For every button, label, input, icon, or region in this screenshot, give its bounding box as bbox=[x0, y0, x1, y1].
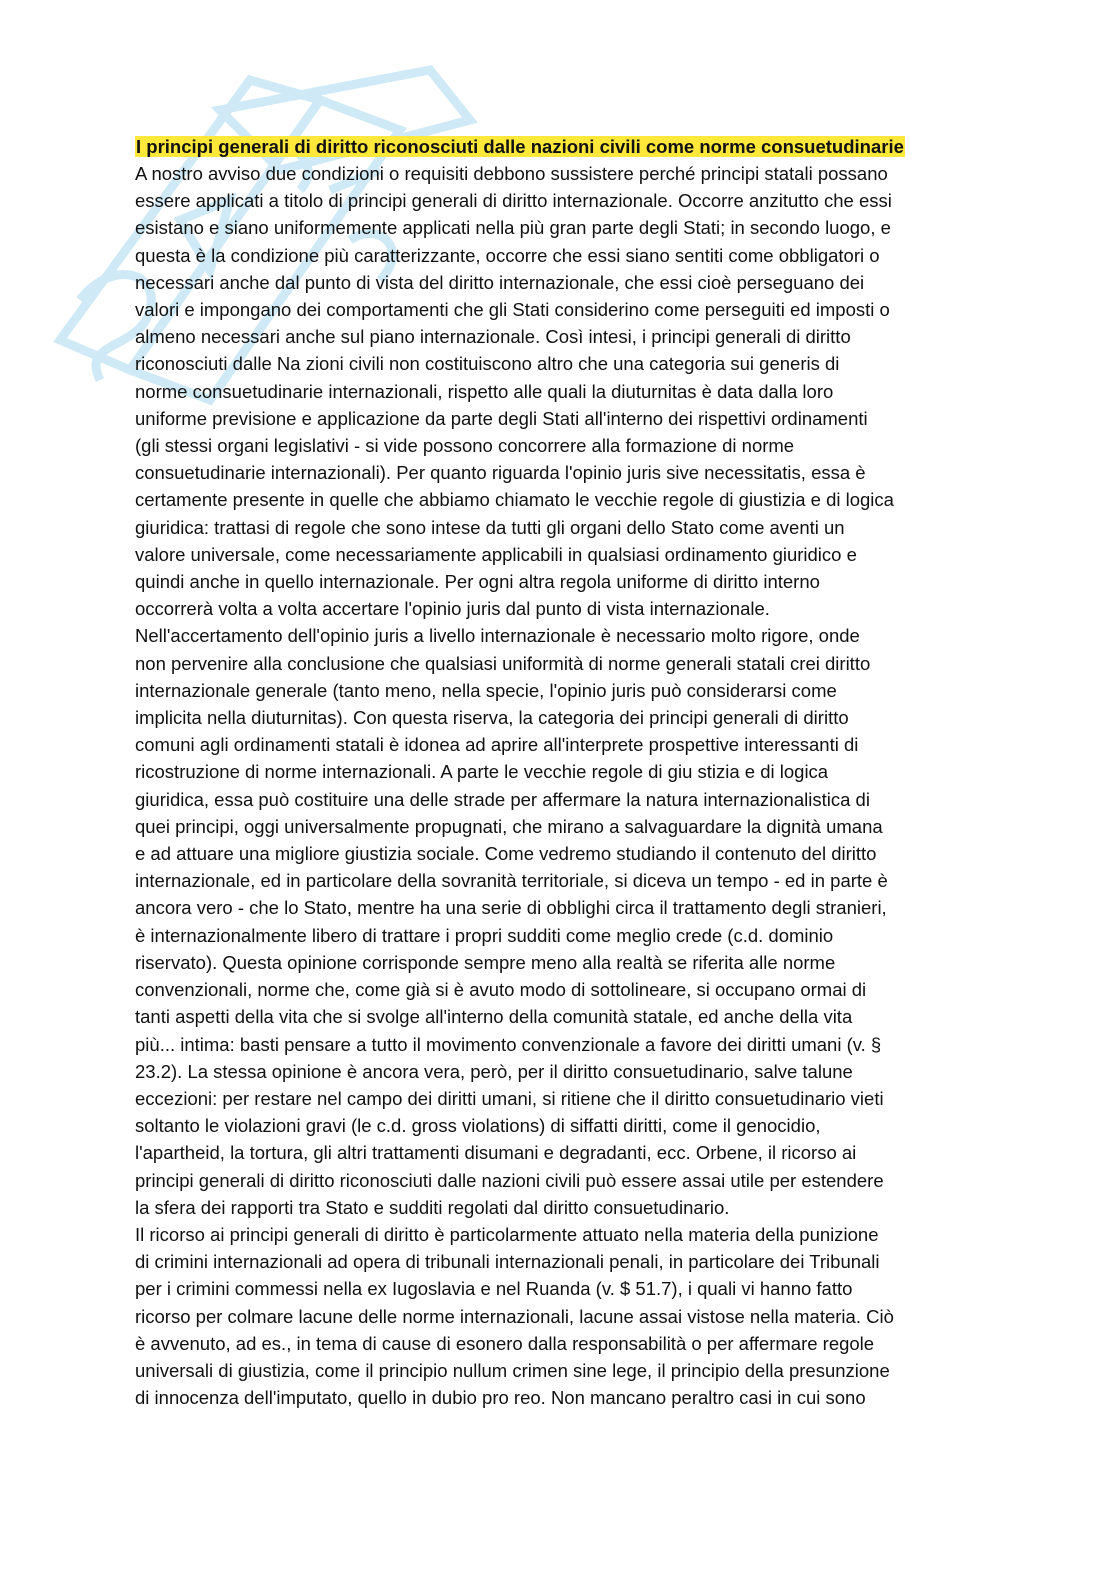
document-title bbox=[135, 134, 985, 160]
paragraph-2: Nell'accertamento dell'opinio juris a livello internazionale è necessario molto rigore, onde non pervenire alla conclusione che qualsiasi uniformità di norme generali statali crei diritto internazionale generale (tanto meno, nella specie, l'opinio juris può considerarsi come implicita nella diuturnitas). Con questa riserva, la categoria dei principi generali di diritto comuni agli ordinamenti statali è idonea ad aprire all'interprete prospettive interessanti di ricostruzione di norme internazionali. A parte le vecchie regole di giu stizia e di logica giuridica, essa può costituire una delle strade per affermare la natura internazionalistica di quei principi, oggi universalmente propugnati, che mirano a salvaguardare la dignità umana e ad attuare una migliore giustizia sociale. Come vedremo studiando il contenuto del diritto internazionale, ed in particolare della sovranità territoriale, si diceva un tempo - ed in parte è ancora vero - che lo Stato, mentre ha una serie di obblighi circa il trattamento degli stranieri, è internazionalmente libero di trattare i propri sudditi come meglio crede (c.d. dominio riservato). Questa opinione corrisponde sempre meno alla realtà se riferita alle norme convenzionali, norme che, come già si è avuto modo di sottolineare, si occupano ormai di tanti aspetti della vita che si svolge all'interno della comunità statale, ed anche della vita più... intima: basti pensare a tutto il movimento convenzionale a favore dei diritti umani (v. § 23.2). La stessa opinione è ancora vera, però, per il diritto consuetudinario, salve talune eccezioni: per restare nel campo dei diritti umani, si ritiene che il diritto consuetudinario vieti soltanto le violazioni gravi (le c.d. gross violations) di siffatti diritti, come il genocidio, l'apartheid, la tortura, gli altri trattamenti disumani e degradanti, ecc. Orbene, il ricorso ai principi generali di diritto riconosciuti dalle nazioni civili può essere assai utile per estendere la sfera dei rapporti tra Stato e sudditi regolati dal diritto consuetudinario. bbox=[135, 625, 888, 1218]
paragraph-1: A nostro avviso due condizioni o requisiti debbono sussistere perché principi statali possano essere applicati a titolo di principi generali di diritto internazionale. Occorre anzitutto che essi esistano e siano uniformemente applicati nella più gran parte degli Stati; in secondo luogo, e questa è la condizione più caratterizzante, occorre che essi siano sentiti come obbligatori o necessari anche dal punto di vista del diritto internazionale, che essi cioè perseguano dei valori e impongano dei comportamenti che gli Stati considerino come perseguiti ed imposti o almeno necessari anche sul piano internazionale. Così intesi, i principi generali di diritto riconosciuti dalle Na zioni civili non costituiscono altro che una categoria sui generis di norme consuetudinarie internazionali, rispetto alle quali la diuturnitas è data dalla loro uniforme previsione e applicazione da parte degli Stati all'interno dei rispettivi ordinamenti (gli stessi organi legislativi - si vide possono concorrere alla formazione di norme consuetudinarie internazionali). Per quanto riguarda l'opinio juris sive necessitatis, essa è certamente presente in quelle che abbiamo chiamato le vecchie regole di giustizia e di logica giuridica: trattasi di regole che sono intese da tutti gli organi dello Stato come aventi un valore universale, come necessariamente applicabili in qualsiasi ordinamento giuridico e quindi anche in quello internazionale. Per ogni altra regola uniforme di diritto interno occorrerà volta a volta accertare l'opinio juris dal punto di vista internazionale. bbox=[135, 163, 894, 620]
highlighted-title-text: I principi generali di diritto riconosciuti dalle nazioni civili come norme consuetudinarie bbox=[136, 136, 904, 157]
paragraph-3: Il ricorso ai principi generali di diritto è particolarmente attuato nella materia della punizione di crimini internazionali ad opera di tribunali internazionali penali, in particolare dei Tribunali per i crimini commessi nella ex Iugoslavia e nel Ruanda (v. $ 51.7), i quali vi hanno fatto ricorso per colmare lacune delle norme internazionali, lacune assai vistose nella materia. Ciò è avvenuto, ad es., in tema di cause di esonero dalla responsabilità o per affermare regole universali di giustizia, come il principio nullum crimen sine lege, il principio della presunzione di innocenza dell'imputato, quello in dubio pro reo. Non mancano peraltro casi in cui sono bbox=[135, 1223, 894, 1409]
document-page bbox=[135, 134, 985, 1411]
